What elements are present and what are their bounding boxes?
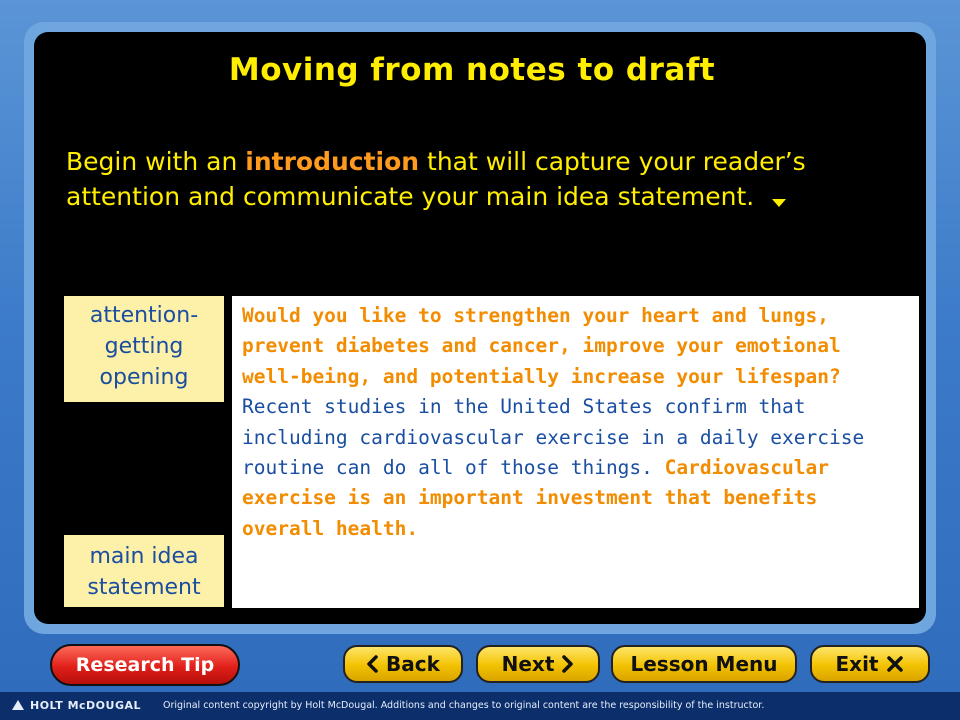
intro-text [66, 144, 846, 214]
lesson-menu-label: Lesson Menu [630, 652, 778, 676]
research-tip-button[interactable]: Research Tip [50, 644, 240, 686]
close-icon [886, 655, 904, 673]
example-paragraph [232, 296, 919, 608]
intro-after: that will capture your reader’s attention and communicate your main idea statement. [66, 147, 806, 211]
next-button[interactable] [476, 645, 600, 683]
main-idea-label: main idea statement [64, 535, 224, 607]
attention-label: attention-getting opening [64, 296, 224, 402]
paragraph-thesis: Cardiovascular exercise is an important investment that benefits overall health. [242, 456, 830, 540]
intro-before: Begin with an [66, 147, 246, 176]
back-button[interactable] [343, 645, 463, 683]
next-label: Next [501, 652, 555, 676]
back-label: Back [386, 652, 440, 676]
exit-label: Exit [835, 652, 879, 676]
paragraph-opening: Would you like to strengthen your heart and lungs, prevent diabetes and cancer, improve your emotional well-being, and potentially increase your lifespan? [242, 304, 841, 388]
brand-mark-icon [12, 700, 24, 710]
copyright-text: Original content copyright by Holt McDougal. Additions and changes to original content are the responsibility of the instructor. [163, 700, 765, 711]
exit-button[interactable] [810, 645, 930, 683]
paragraph-middle: Recent studies in the United States confirm that including cardiovascular exercise in a daily exercise routine can do all of those things. [242, 395, 865, 480]
brand-name: HOLT McDOUGAL [30, 699, 142, 712]
down-arrow-icon [772, 199, 786, 207]
lesson-menu-button[interactable] [611, 645, 797, 683]
intro-highlight: introduction [245, 147, 420, 176]
slide-title: Moving from notes to draft [228, 52, 716, 88]
chevron-left-icon [366, 655, 378, 673]
chevron-right-icon [562, 655, 574, 673]
footer-bar [0, 692, 960, 720]
brand-logo [12, 692, 141, 720]
